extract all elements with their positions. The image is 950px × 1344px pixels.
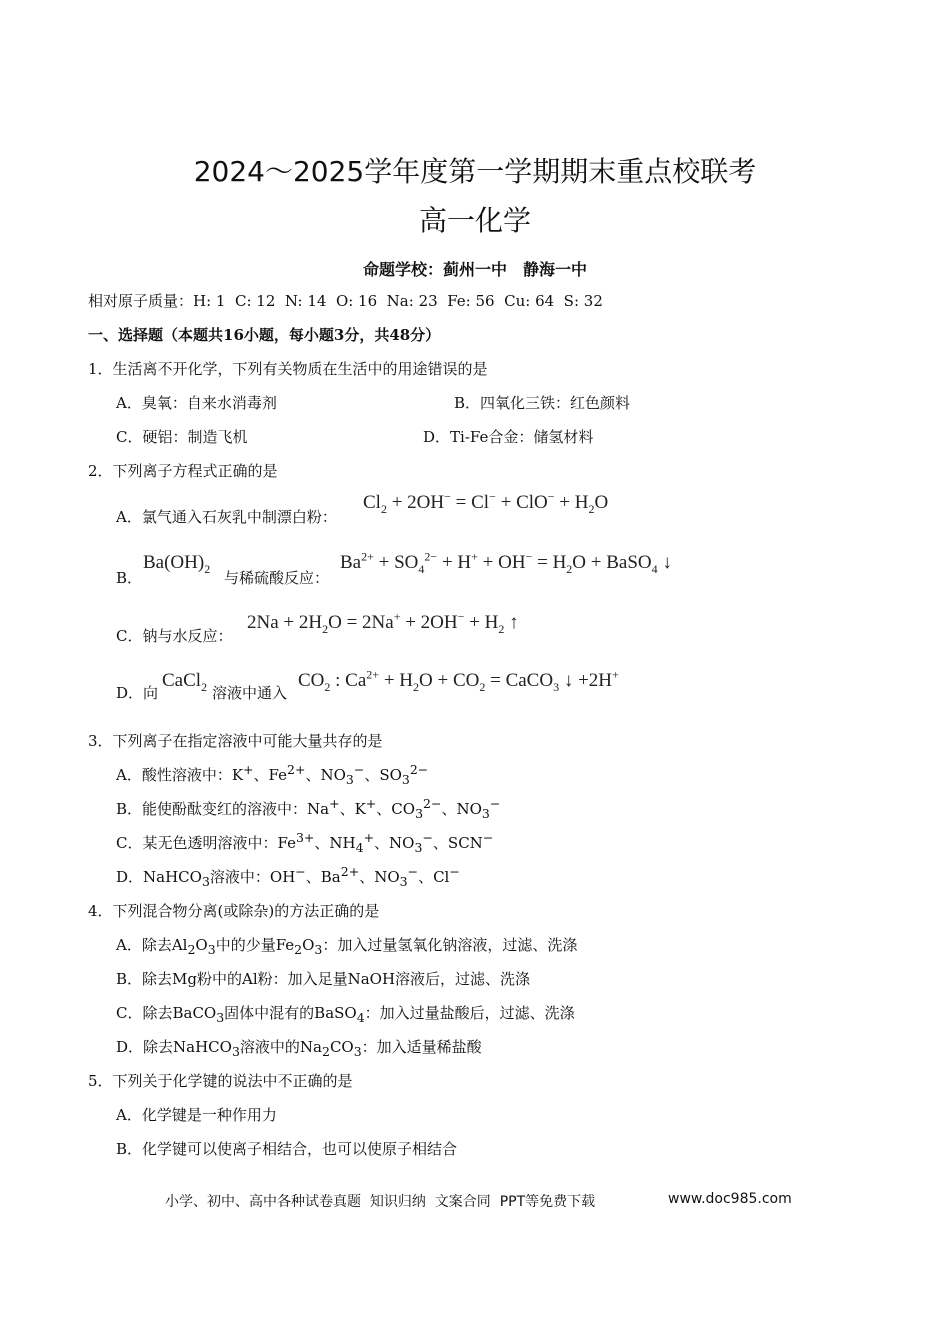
q5-option-a: A．化学键是一种作用力 [116,1106,277,1124]
q1-stem: 1．生活离不开化学，下列有关物质在生活中的用途错误的是 [88,360,488,378]
footer-promo-text: 小学、初中、高中各种试卷真题 知识归纳 文案合同 PPT等免费下载 [165,1194,596,1210]
q2-stem: 2．下列离子方程式正确的是 [88,462,278,480]
q3-option-d: D．NaHCO$_3$溶液中：OH−、$Ba^{2+}$、$NO_3^-$、Cl− [116,864,460,889]
section-heading: 一、选择题（本题共16小题，每小题3分，共48分） [88,326,441,344]
q4-option-b: B．除去Mg粉中的Al粉：加入足量NaOH溶液后，过滤、洗涤 [116,970,531,988]
q3-option-a: A．酸性溶液中：K+、$Fe^{2+}$、$NO_3^-$、$SO_3^{2-}$ [116,762,429,787]
q1-option-c: C．硬铝：制造飞机 [116,428,248,446]
q1-option-a: A．臭氧：自来水消毒剂 [116,394,277,412]
q3-stem: 3．下列离子在指定溶液中可能大量共存的是 [88,732,383,750]
q2-option-d-text: 溶液中通入 [212,684,288,702]
q1-option-b: B．四氧化三铁：红色颜料 [454,394,631,412]
atomic-mass-line: 相对原子质量：H: 1 C: 12 N: 14 O: 16 Na: 23 Fe: 56 Cu: 64 S: 32 [88,292,603,310]
q2-formula-baoh2: $Ba(OH)_2$ [143,552,211,576]
q4-option-d: D．除去NaHCO$_3$溶液中的$Na_2CO_3$：加入适量稀盐酸 [116,1038,482,1059]
q5-stem: 5．下列关于化学键的说法中不正确的是 [88,1072,353,1090]
q2-option-b-text: 与稀硫酸反应： [224,569,330,587]
q2-option-d-label: D．向 [116,684,159,702]
q3-option-b: B．能使酚酞变红的溶液中：Na+、K+、$CO_3^{2-}$、$NO_3^-$ [116,796,501,821]
footer-site-link[interactable]: www.doc985.com [668,1191,792,1207]
subject-title: 高一化学 [418,204,531,237]
q5-option-b: B．化学键可以使离子相结合，也可以使原子相结合 [116,1140,458,1158]
q2-option-b-label: B． [116,569,143,587]
q2-equation-c: $2Na + 2H_2O = 2Na^+ + 2OH^- + H_2$ ↑ [247,609,519,636]
q4-stem: 4．下列混合物分离(或除杂)的方法正确的是 [88,902,380,920]
q2-equation-a: $Cl_2 + 2OH^- = Cl^- + ClO^- + H_2O$ [363,489,609,516]
q2-equation-b: $Ba^{2+} + SO_4^{2-} + H^+ + OH^- = H_2O$ + BaSO$_4$ ↓ [340,549,672,576]
setter-schools: 命题学校：蓟州一中 静海一中 [362,260,587,279]
q2-equation-d: $CO_2$ : $Ca^{2+} + H_2O + CO_2$ = CaCO$_3$ ↓ +2H+ [298,667,619,694]
q2-formula-cacl2: CaCl$_2$ [162,670,208,694]
q4-option-c: C．除去BaCO$_3$固体中混有的BaSO$_4$：加入过量盐酸后，过滤、洗涤 [116,1004,575,1025]
q1-option-d: D．Ti-Fe合金：储氢材料 [423,428,594,446]
q2-option-a: A．氯气通入石灰乳中制漂白粉： [116,508,337,526]
q4-option-a: A．除去$Al_2O_3$中的少量$Fe_2O_3$：加入过量氢氧化钠溶液，过滤、洗涤 [116,936,578,957]
q3-option-c: C．某无色透明溶液中：$Fe^{3+}$、$NH_4^+$、$NO_3^-$、SCN− [116,830,494,855]
exam-title: 2024～2025学年度第一学期期末重点校联考 [193,155,757,188]
q2-option-c: C．钠与水反应： [116,627,233,645]
